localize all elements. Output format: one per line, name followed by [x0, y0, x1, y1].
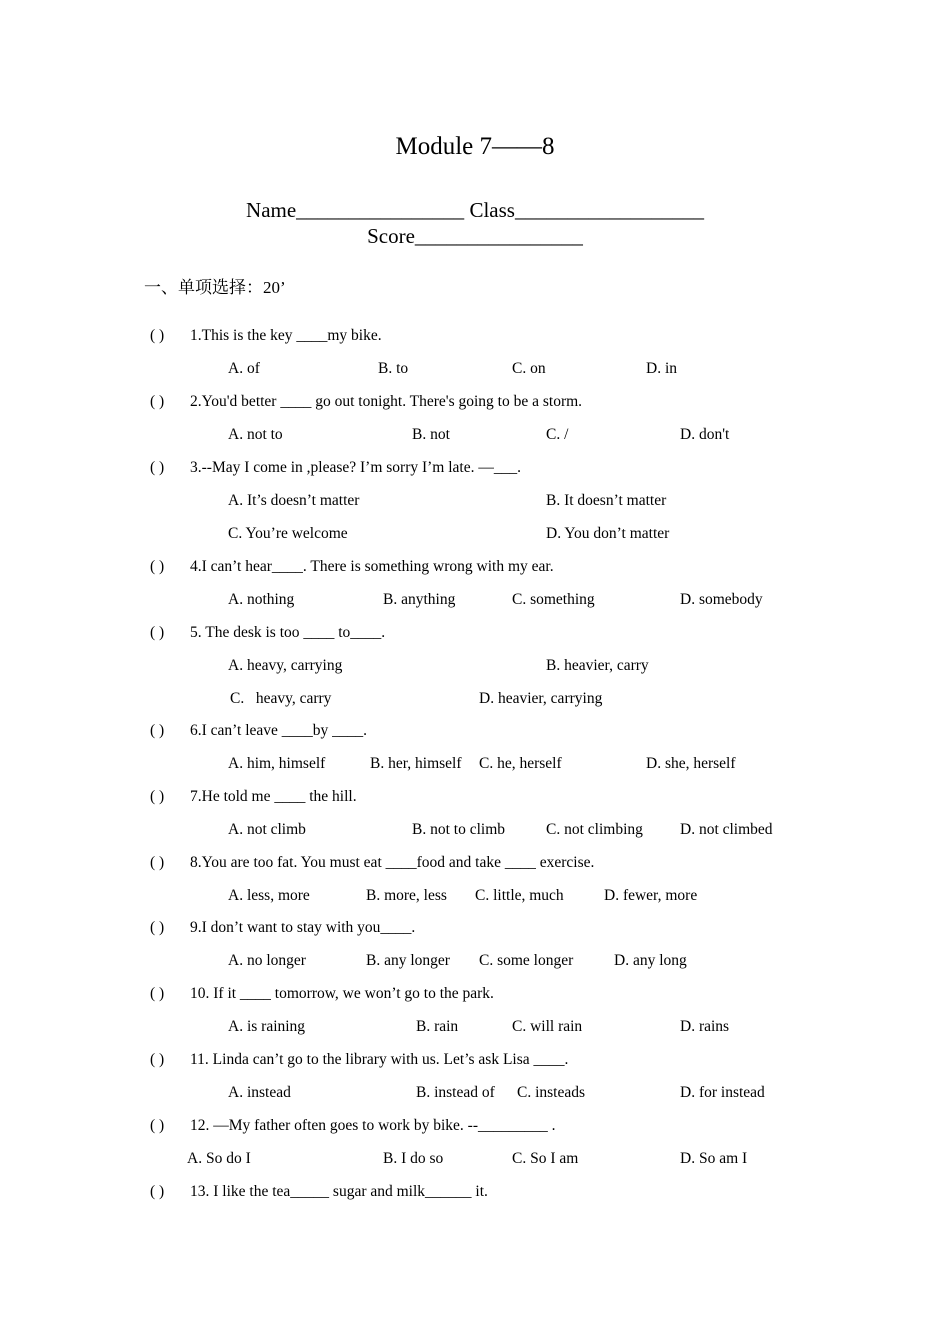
option-d: D. don't — [680, 426, 730, 443]
option-b: B. her, himself — [370, 755, 462, 772]
answer-blank[interactable]: ( ) — [150, 722, 165, 739]
option-c: C. not climbing — [546, 821, 643, 838]
option-c: C. You’re welcome — [228, 525, 348, 542]
option-c: C. he, herself — [479, 755, 562, 772]
question-text: 13. I like the tea_____ sugar and milk______ it. — [190, 1183, 488, 1200]
option-a: A. instead — [228, 1084, 291, 1101]
option-d: D. fewer, more — [604, 887, 698, 904]
question-text: 11. Linda can’t go to the library with us. Let’s ask Lisa ____. — [190, 1051, 569, 1068]
question-text: 7.He told me ____ the hill. — [190, 788, 357, 805]
option-a: A. heavy, carrying — [228, 657, 343, 674]
answer-blank[interactable]: ( ) — [150, 1117, 165, 1134]
option-b: B. to — [378, 360, 409, 377]
answer-blank[interactable]: ( ) — [150, 558, 165, 575]
question-text: 2.You'd better ____ go out tonight. There's going to be a storm. — [190, 393, 583, 410]
section-heading: 一、单项选择：20’ — [144, 278, 286, 297]
score-line — [0, 224, 950, 249]
score-field[interactable]: Score________________ — [367, 224, 583, 248]
option-c: C. / — [546, 426, 569, 443]
option-b: B. I do so — [383, 1150, 444, 1167]
answer-blank[interactable]: ( ) — [150, 985, 165, 1002]
answer-blank[interactable]: ( ) — [150, 919, 165, 936]
option-c: C. some longer — [479, 952, 574, 969]
option-d: D. not climbed — [680, 821, 773, 838]
question-text: 4.I can’t hear____. There is something wrong with my ear. — [190, 558, 554, 575]
answer-blank[interactable]: ( ) — [150, 624, 165, 641]
answer-blank[interactable]: ( ) — [150, 459, 165, 476]
option-c: C. on — [512, 360, 546, 377]
option-b: B. any longer — [366, 952, 450, 969]
option-c: C. So I am — [512, 1150, 579, 1167]
option-b: B. anything — [383, 591, 456, 608]
option-d: D. she, herself — [646, 755, 736, 772]
question-text: 10. If it ____ tomorrow, we won’t go to the park. — [190, 985, 494, 1002]
option-b: B. not to climb — [412, 821, 505, 838]
question-text: 3.--May I come in ,please? I’m sorry I’m late. —___. — [190, 459, 521, 476]
option-b: B. instead of — [416, 1084, 495, 1101]
option-c: C. will rain — [512, 1018, 583, 1035]
option-a: A. not to — [228, 426, 283, 443]
option-a: A. no longer — [228, 952, 306, 969]
answer-blank[interactable]: ( ) — [150, 788, 165, 805]
option-c: C. little, much — [475, 887, 564, 904]
option-a: A. less, more — [228, 887, 310, 904]
option-d: D. heavier, carrying — [479, 690, 603, 707]
question-text: 6.I can’t leave ____by ____. — [190, 722, 368, 739]
option-d: D. You don’t matter — [546, 525, 670, 542]
name-class-line — [0, 198, 950, 223]
page-title: Module 7——8 — [395, 133, 555, 160]
question-text: 5. The desk is too ____ to____. — [190, 624, 386, 641]
option-a: A. not climb — [228, 821, 306, 838]
question-text: 12. —My father often goes to work by bike. --_________ . — [190, 1117, 556, 1134]
answer-blank[interactable]: ( ) — [150, 1183, 165, 1200]
option-a: A. is raining — [228, 1018, 306, 1035]
option-b: B. more, less — [366, 887, 447, 904]
answer-blank[interactable]: ( ) — [150, 327, 165, 344]
option-b: B. heavier, carry — [546, 657, 649, 674]
question-text: 8.You are too fat. You must eat ____food and take ____ exercise. — [190, 854, 595, 871]
option-a: A. It’s doesn’t matter — [228, 492, 360, 509]
option-b: B. not — [412, 426, 450, 443]
option-b: B. rain — [416, 1018, 459, 1035]
answer-blank[interactable]: ( ) — [150, 1051, 165, 1068]
option-d: D. rains — [680, 1018, 730, 1035]
option-c: C. insteads — [517, 1084, 586, 1101]
option-c: C. something — [512, 591, 595, 608]
option-b: B. It doesn’t matter — [546, 492, 667, 509]
option-a: A. of — [228, 360, 260, 377]
option-d: D. somebody — [680, 591, 763, 608]
option-a: A. So do I — [187, 1150, 251, 1167]
question-text: 1.This is the key ____my bike. — [190, 327, 382, 344]
answer-blank[interactable]: ( ) — [150, 393, 165, 410]
answer-blank[interactable]: ( ) — [150, 854, 165, 871]
question-text: 9.I don’t want to stay with you____. — [190, 919, 416, 936]
option-c: C. heavy, carry — [230, 690, 332, 707]
option-d: D. any long — [614, 952, 687, 969]
option-d: D. in — [646, 360, 677, 377]
option-a: A. nothing — [228, 591, 295, 608]
name-field[interactable]: Name________________ — [246, 198, 465, 222]
option-d: D. So am I — [680, 1150, 748, 1167]
option-a: A. him, himself — [228, 755, 326, 772]
class-field[interactable]: Class__________________ — [469, 198, 704, 222]
option-d: D. for instead — [680, 1084, 765, 1101]
